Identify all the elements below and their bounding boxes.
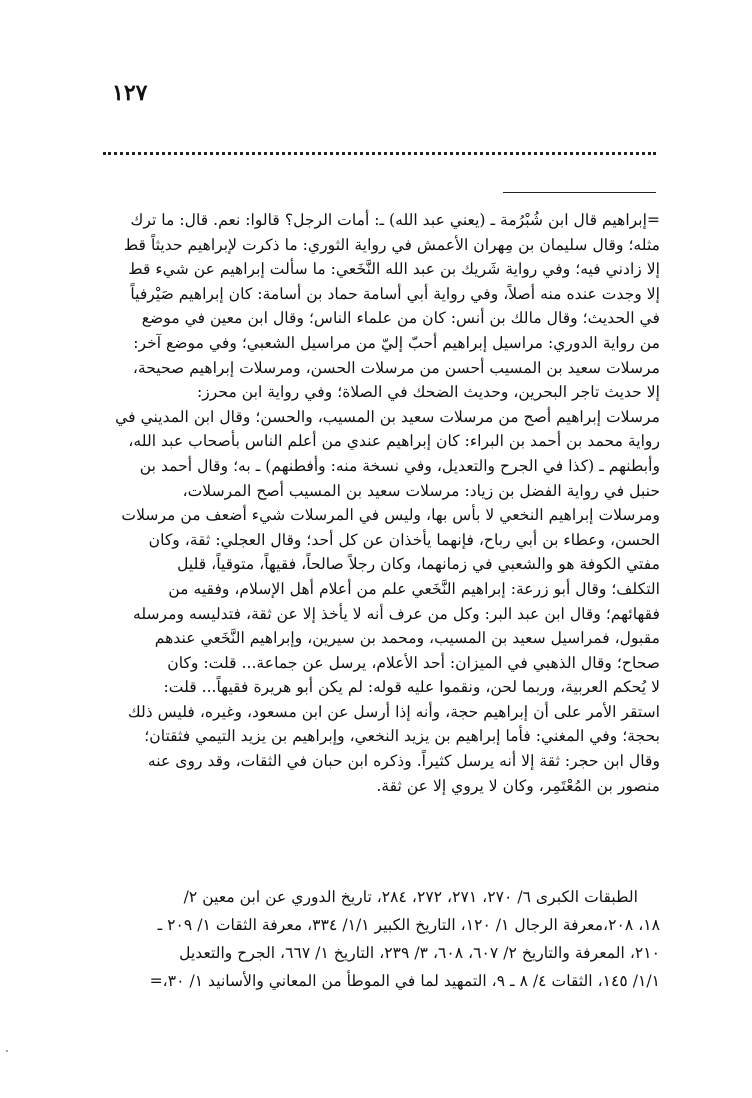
footnote-text: [100, 208, 660, 798]
footnote-line: مرسلات إبراهيم أصح من مرسلات سعيد بن المسيب، والحسن؛ وقال ابن المديني في: [115, 407, 660, 426]
footnote-line: التكلف؛ وقال أبو زرعة: إبراهيم النَّخَعي علم من أعلام أهل الإسلام، وفقيه من: [168, 579, 660, 598]
reference-line: ١٨، ٢٠٨،معرفة الرجال ١/ ١٢٠، التاريخ الكبير ١/١/ ٣٣٤، معرفة الثقات ١/ ٢٠٩ ـ: [157, 916, 660, 934]
footnote-line: بحجة؛ وفي المغني: فأما إبراهيم بن يزيد النخعي، وإبراهيم بن يزيد التيمي فثقتان؛: [144, 727, 660, 746]
footnote-line: استقر الأمر على أن إبراهيم حجة، وأنه إذا أرسل عن ابن مسعود، وغيره، فليس ذلك: [127, 702, 660, 721]
footnote-line: من رواية الدوري: مراسيل إبراهيم أحبّ إليّ من مراسيل الشعبي؛ وفي موضع آخر:: [133, 333, 660, 352]
dotted-separator: [103, 152, 656, 155]
reference-line: ١/١/ ١٤٥، الثقات ٤/ ٨ ـ ٩، التمهيد لما في الموطأ من المعاني والأسانيد ١/ ٣٠،=: [149, 972, 660, 990]
footnote-line: حنبل في رواية الفضل بن زياد: مرسلات سعيد بن المسيب أصح المرسلات،: [182, 481, 660, 500]
reference-line: ٢١٠، المعرفة والتاريخ ٢/ ٦٠٧، ٦٠٨، ٣/ ٢٣٩، التاريخ ١/ ٦٦٧، الجرح والتعديل: [179, 944, 660, 962]
footnote-line: وأبطنهم ـ (كذا في الجرح والتعديل، وفي نسخة منه: وأفطنهم) ـ به؛ وقال أحمد بن: [139, 456, 660, 475]
footnote-line: ومرسلات إبراهيم النخعي لا بأس بها، وليس في المرسلات شيء أضعف من مرسلات: [121, 506, 660, 525]
footnote-line: إلا حديث تاجر البحرين، وحديث الضحك في الصلاة؛ وفي رواية ابن محرز:: [196, 383, 660, 402]
footnote-line: في الحديث؛ وقال مالك بن أنس: كان من علماء الناس؛ وقال ابن معين في موضع: [141, 309, 660, 328]
footnote-line: فقهائهم؛ وقال ابن عبد البر: وكل من عرف أنه لا يأخذ إلا عن ثقة، فتدليسه ومرسله: [132, 604, 660, 623]
footnote-rule: [503, 192, 656, 193]
footnote-line: إلا وجدت عنده منه أصلاً، وفي رواية أبي أسامة حماد بن أسامة: كان إبراهيم صَيْرفياً: [130, 284, 660, 303]
footnote-line: وقال ابن حجر: ثقة إلا أنه يرسل كثيراً. وذكره ابن حبان في الثقات، وقد روى عنه: [147, 752, 660, 771]
footnote-line: الحسن، وعطاء بن أبي رباح، فإنهما يأخذان عن كل أحد؛ وقال العجلي: ثقة، وكان: [148, 530, 660, 549]
footnote-line: مثله؛ وقال سليمان بن مِهران الأعمش في رواية الثوري: ما ذكرت لإبراهيم حديثاً قط: [123, 235, 660, 254]
footnote-line: مقبول، فمراسيل سعيد بن المسيب، ومحمد بن سيرين، وإبراهيم النَّخَعي عندهم: [154, 629, 660, 648]
reference-line: الطبقات الكبرى ٦/ ٢٧٠، ٢٧١، ٢٧٢، ٢٨٤، تاريخ الدوري عن ابن معين ٢/: [183, 888, 638, 906]
scan-speck: [6, 1050, 8, 1052]
footnote-line: إلا زادني فيه؛ وفي رواية شَريك بن عبد الله النَّخَعي: ما سألت إبراهيم عن شيء قط: [128, 260, 660, 279]
footnote-line: رواية محمد بن أحمد بن البراء: كان إبراهيم عندي من أعلم الناس بأصحاب عبد الله،: [128, 432, 660, 451]
footnote-line: لا يُحكم العربية، وربما لحن، ونقموا عليه قوله: لم يكن أبو هريرة فقيهاً... قلت:: [163, 678, 660, 697]
footnote-line: مفتي الكوفة هو والشعبي في زمانهما، وكان رجلاً صالحاً، فقيهاً، متوقياً، قليل: [177, 555, 660, 574]
references-text: [100, 883, 660, 995]
footnote-line: =إبراهيم قال ابن شُبْرُمة ـ (يعني عبد الله) ـ: أمات الرجل؟ قالوا: نعم. قال: ما ترك: [130, 211, 660, 229]
footnote-line: صحاح؛ وقال الذهبي في الميزان: أحد الأعلام، يرسل عن جماعة... قلت: وكان: [167, 653, 660, 672]
page-number: ١٢٧: [112, 80, 148, 106]
footnote-line: منصور بن المُعْتَمِر، وكان لا يروي إلا عن ثقة.: [376, 776, 660, 795]
footnote-line: مرسلات سعيد بن المسيب أحسن من مرسلات الحسن، ومرسلات إبراهيم صحيحة،: [132, 358, 660, 377]
